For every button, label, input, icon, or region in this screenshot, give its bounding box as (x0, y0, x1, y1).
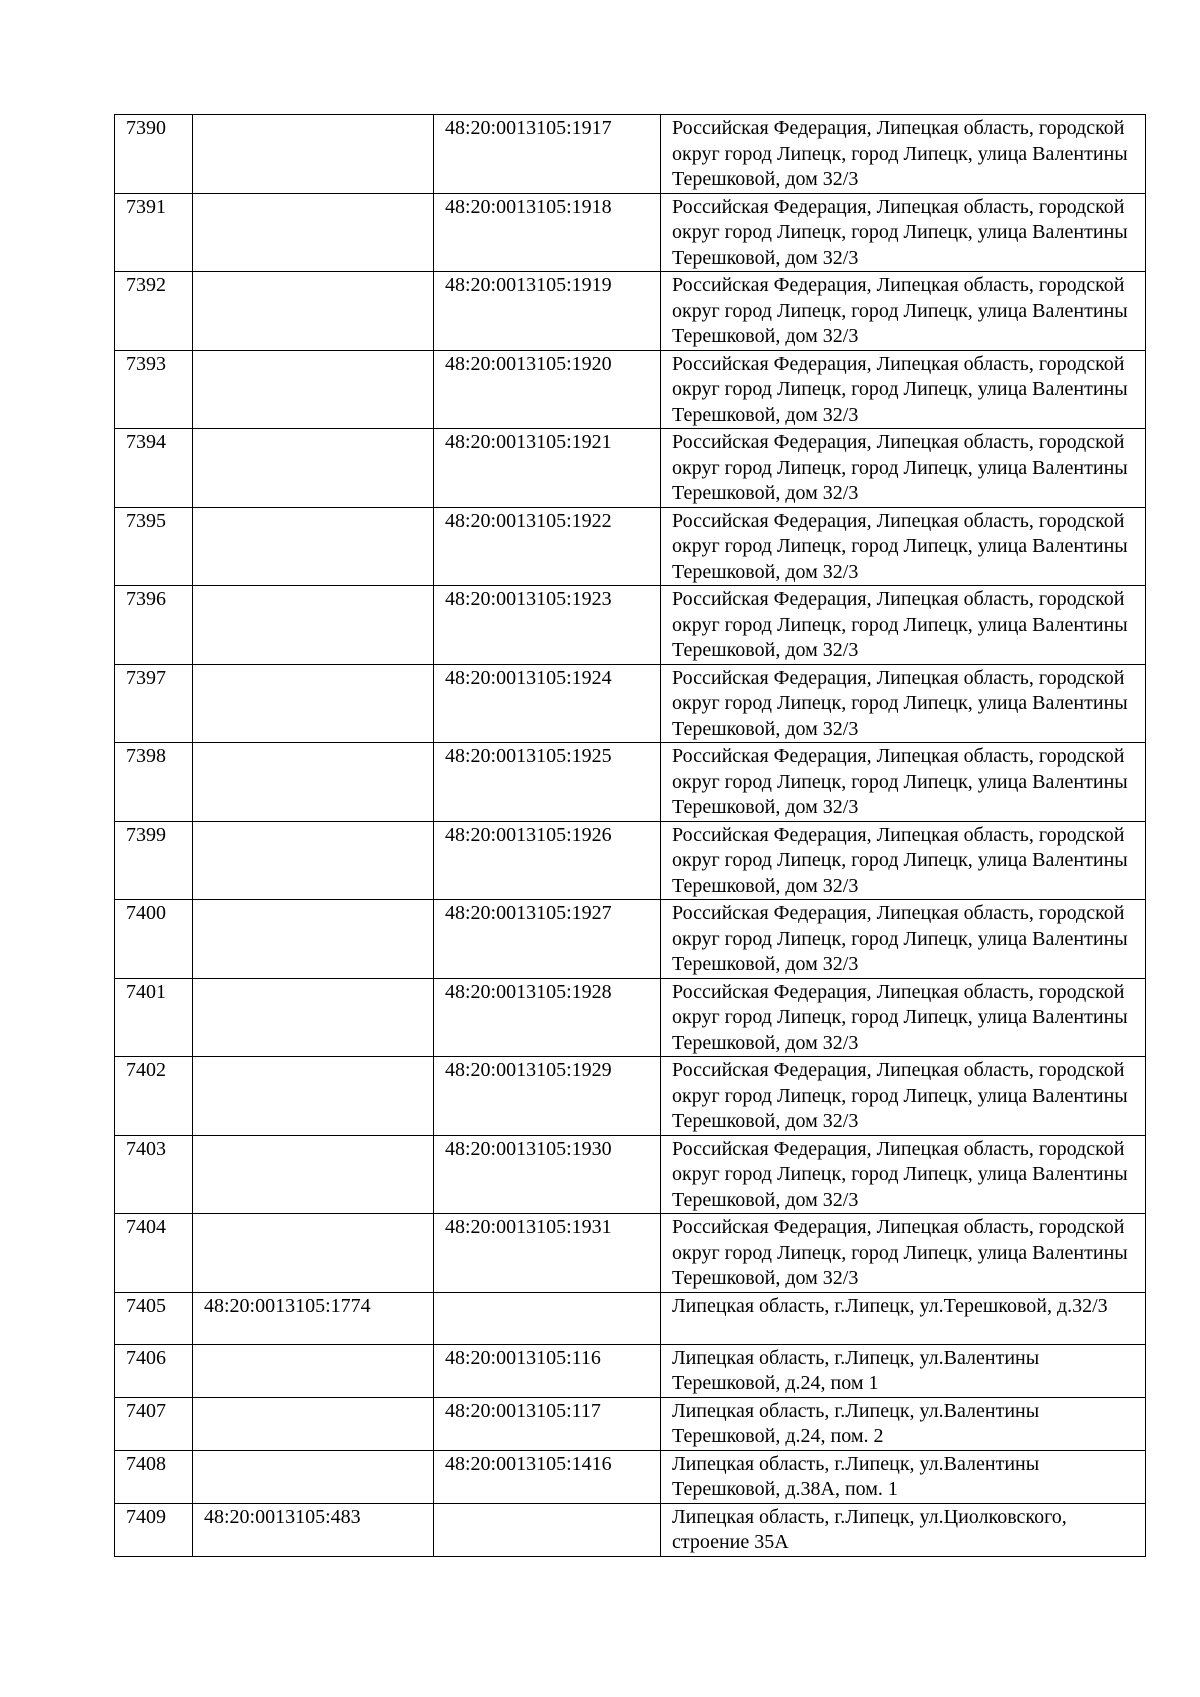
building-cadastral-number (193, 586, 434, 665)
building-cadastral-number (193, 900, 434, 979)
address: Российская Федерация, Липецкая область, городской округ город Липецк, город Липецк, улица Валентины Терешковой, дом 32/3 (661, 1135, 1146, 1214)
row-number: 7402 (115, 1057, 193, 1136)
table-row (115, 1397, 1146, 1450)
row-number: 7409 (115, 1503, 193, 1556)
address: Российская Федерация, Липецкая область, городской округ город Липецк, город Липецк, улица Валентины Терешковой, дом 32/3 (661, 1214, 1146, 1293)
table-row (115, 900, 1146, 979)
building-cadastral-number (193, 664, 434, 743)
room-cadastral-number: 48:20:0013105:1918 (434, 193, 661, 272)
room-cadastral-number: 48:20:0013105:1928 (434, 978, 661, 1057)
table-row (115, 664, 1146, 743)
row-number: 7399 (115, 821, 193, 900)
table-row (115, 1503, 1146, 1556)
table-row (115, 507, 1146, 586)
building-cadastral-number (193, 1344, 434, 1397)
address: Российская Федерация, Липецкая область, городской округ город Липецк, город Липецк, улица Валентины Терешковой, дом 32/3 (661, 429, 1146, 508)
room-cadastral-number: 48:20:0013105:1416 (434, 1450, 661, 1503)
address: Российская Федерация, Липецкая область, городской округ город Липецк, город Липецк, улица Валентины Терешковой, дом 32/3 (661, 115, 1146, 194)
address: Российская Федерация, Липецкая область, городской округ город Липецк, город Липецк, улица Валентины Терешковой, дом 32/3 (661, 350, 1146, 429)
room-cadastral-number: 48:20:0013105:1922 (434, 507, 661, 586)
room-cadastral-number: 48:20:0013105:1920 (434, 350, 661, 429)
row-number: 7398 (115, 743, 193, 822)
room-cadastral-number: 48:20:0013105:1919 (434, 272, 661, 351)
address: Российская Федерация, Липецкая область, городской округ город Липецк, город Липецк, улица Валентины Терешковой, дом 32/3 (661, 272, 1146, 351)
row-number: 7406 (115, 1344, 193, 1397)
room-cadastral-number (434, 1503, 661, 1556)
building-cadastral-number: 48:20:0013105:1774 (193, 1292, 434, 1344)
row-number: 7405 (115, 1292, 193, 1344)
building-cadastral-number (193, 821, 434, 900)
row-number: 7394 (115, 429, 193, 508)
building-cadastral-number (193, 743, 434, 822)
building-cadastral-number (193, 1397, 434, 1450)
address: Липецкая область, г.Липецк, ул.Терешковой, д.32/3 (661, 1292, 1146, 1344)
room-cadastral-number: 48:20:0013105:117 (434, 1397, 661, 1450)
table-row (115, 1450, 1146, 1503)
building-cadastral-number (193, 1135, 434, 1214)
table-row (115, 1135, 1146, 1214)
building-cadastral-number (193, 1057, 434, 1136)
room-cadastral-number: 48:20:0013105:1924 (434, 664, 661, 743)
table-row (115, 272, 1146, 351)
address: Российская Федерация, Липецкая область, городской округ город Липецк, город Липецк, улица Валентины Терешковой, дом 32/3 (661, 900, 1146, 979)
row-number: 7392 (115, 272, 193, 351)
table-row (115, 1292, 1146, 1344)
room-cadastral-number: 48:20:0013105:1926 (434, 821, 661, 900)
room-cadastral-number: 48:20:0013105:1931 (434, 1214, 661, 1293)
building-cadastral-number (193, 429, 434, 508)
room-cadastral-number: 48:20:0013105:1930 (434, 1135, 661, 1214)
address: Липецкая область, г.Липецк, ул.Циолковского, строение 35А (661, 1503, 1146, 1556)
table-row (115, 1214, 1146, 1293)
building-cadastral-number (193, 272, 434, 351)
room-cadastral-number: 48:20:0013105:1921 (434, 429, 661, 508)
row-number: 7403 (115, 1135, 193, 1214)
row-number: 7408 (115, 1450, 193, 1503)
row-number: 7404 (115, 1214, 193, 1293)
table-row (115, 1057, 1146, 1136)
row-number: 7401 (115, 978, 193, 1057)
row-number: 7390 (115, 115, 193, 194)
address: Российская Федерация, Липецкая область, городской округ город Липецк, город Липецк, улица Валентины Терешковой, дом 32/3 (661, 821, 1146, 900)
table-row (115, 821, 1146, 900)
building-cadastral-number (193, 507, 434, 586)
address: Российская Федерация, Липецкая область, городской округ город Липецк, город Липецк, улица Валентины Терешковой, дом 32/3 (661, 507, 1146, 586)
row-number: 7393 (115, 350, 193, 429)
table-row (115, 978, 1146, 1057)
room-cadastral-number: 48:20:0013105:1927 (434, 900, 661, 979)
room-cadastral-number: 48:20:0013105:116 (434, 1344, 661, 1397)
table-row (115, 1344, 1146, 1397)
building-cadastral-number (193, 115, 434, 194)
objects-table (114, 114, 1146, 1557)
table-row (115, 193, 1146, 272)
address: Российская Федерация, Липецкая область, городской округ город Липецк, город Липецк, улица Валентины Терешковой, дом 32/3 (661, 1057, 1146, 1136)
building-cadastral-number (193, 978, 434, 1057)
row-number: 7397 (115, 664, 193, 743)
address: Липецкая область, г.Липецк, ул.Валентины Терешковой, д.38А, пом. 1 (661, 1450, 1146, 1503)
building-cadastral-number (193, 1450, 434, 1503)
row-number: 7407 (115, 1397, 193, 1450)
room-cadastral-number: 48:20:0013105:1929 (434, 1057, 661, 1136)
address: Российская Федерация, Липецкая область, городской округ город Липецк, город Липецк, улица Валентины Терешковой, дом 32/3 (661, 586, 1146, 665)
table-row (115, 586, 1146, 665)
room-cadastral-number: 48:20:0013105:1917 (434, 115, 661, 194)
row-number: 7396 (115, 586, 193, 665)
building-cadastral-number (193, 350, 434, 429)
table-row (115, 350, 1146, 429)
address: Российская Федерация, Липецкая область, городской округ город Липецк, город Липецк, улица Валентины Терешковой, дом 32/3 (661, 978, 1146, 1057)
address: Российская Федерация, Липецкая область, городской округ город Липецк, город Липецк, улица Валентины Терешковой, дом 32/3 (661, 193, 1146, 272)
room-cadastral-number: 48:20:0013105:1925 (434, 743, 661, 822)
table-row (115, 429, 1146, 508)
room-cadastral-number (434, 1292, 661, 1344)
table-row (115, 743, 1146, 822)
row-number: 7400 (115, 900, 193, 979)
table-row (115, 115, 1146, 194)
address: Липецкая область, г.Липецк, ул.Валентины Терешковой, д.24, пом 1 (661, 1344, 1146, 1397)
building-cadastral-number (193, 1214, 434, 1293)
address: Российская Федерация, Липецкая область, городской округ город Липецк, город Липецк, улица Валентины Терешковой, дом 32/3 (661, 664, 1146, 743)
row-number: 7391 (115, 193, 193, 272)
building-cadastral-number (193, 193, 434, 272)
row-number: 7395 (115, 507, 193, 586)
address: Российская Федерация, Липецкая область, городской округ город Липецк, город Липецк, улица Валентины Терешковой, дом 32/3 (661, 743, 1146, 822)
address: Липецкая область, г.Липецк, ул.Валентины Терешковой, д.24, пом. 2 (661, 1397, 1146, 1450)
building-cadastral-number: 48:20:0013105:483 (193, 1503, 434, 1556)
room-cadastral-number: 48:20:0013105:1923 (434, 586, 661, 665)
